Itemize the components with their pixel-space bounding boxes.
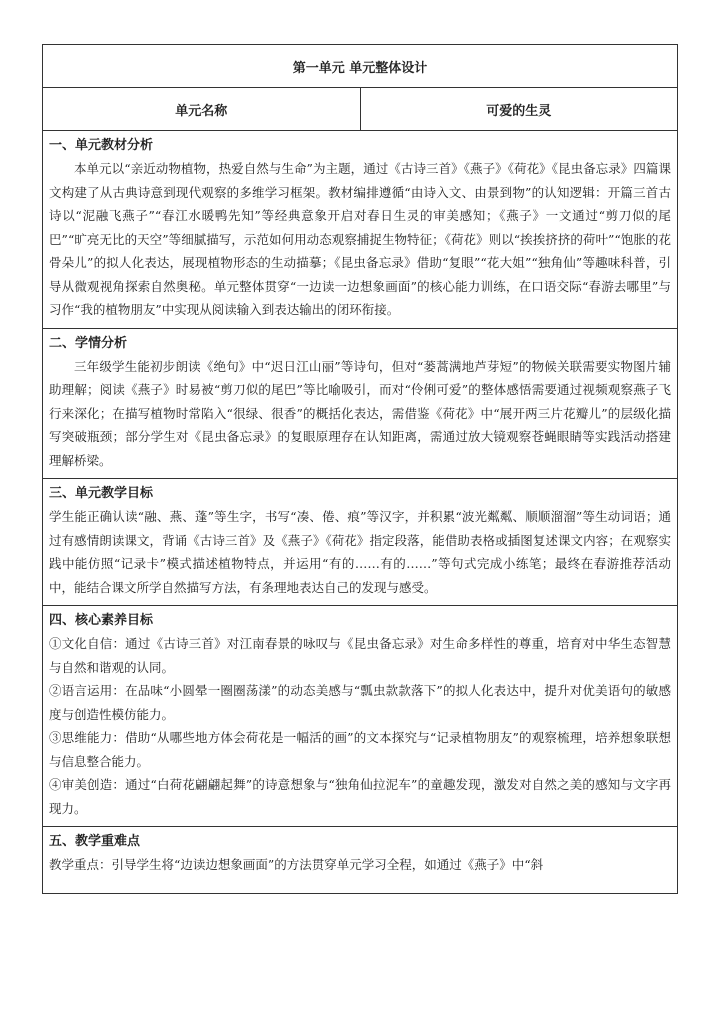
section-paragraph: 三年级学生能初步朗读《绝句》中“迟日江山丽”等诗句，但对“蒌蒿满地芦芽短”的物候关联需要实物图片辅助理解；阅读《燕子》时易被“剪刀似的尾巴”等比喻吸引，而对“伶俐可爱”的整体感悟需要通过视频观察燕子飞行来深化；在描写植物时常陷入“很绿、很香”的概括化表达，需借鉴《荷花》中“展开两三片花瓣儿”的层级化描写突破瓶颈；部分学生对《昆虫备忘录》的复眼原理存在认知距离，需通过放大镜观察苍蝇眼睛等实践活动搭建理解桥梁。 [49, 358, 671, 468]
unit-design-document [42, 44, 678, 894]
section-heading: 五、教学重难点 [49, 834, 141, 849]
section-core-literacy [43, 606, 678, 827]
section-heading: 二、学情分析 [49, 335, 128, 351]
section-paragraph: 本单元以“亲近动物植物，热爱自然与生命”为主题，通过《古诗三首》《燕子》《荷花》《昆虫备忘录》四篇课文构建了从古典诗意到现代观察的多维学习框架。教材编排遵循“由诗入文、由景到物”的认知逻辑：开篇三首古诗以“泥融飞燕子”“春江水暖鸭先知”等经典意象开启对春日生灵的审美感知；《燕子》一文通过“剪刀似的尾巴”“旷亮无比的天空”等细腻描写，示范如何用动态观察捕捉生物特征；《荷花》则以“挨挨挤挤的荷叶”“饱胀的花骨朵儿”的拟人化表达，展现植物形态的生动描摹；《昆虫备忘录》借助“复眼”“花大姐”“独角仙”等趣味科普，引导从微观视角探索自然奥秘。单元整体贯穿“一边读一边想象画面”的核心能力训练，在口语交际“春游去哪里”与习作“我的植物朋友”中实现从阅读输入到表达输出的闭环衔接。 [49, 161, 671, 317]
literacy-item-thinking: ③思维能力：借助“从哪些地方体会荷花是一幅活的画”的文本探究与“记录植物朋友”的观察梳理，培养想象联想与信息整合能力。 [49, 730, 671, 769]
literacy-item-aesthetic: ④审美创造：通过“白荷花翩翩起舞”的诗意想象与“独角仙拉泥车”的童趣发现，激发对自然之美的感知与文字再现力。 [49, 777, 671, 816]
section-teaching-goals [43, 479, 678, 606]
section-heading: 一、单元教材分析 [49, 138, 154, 153]
unit-design-table [42, 44, 678, 894]
literacy-item-culture: ①文化自信：通过《古诗三首》对江南春景的咏叹与《昆虫备忘录》对生命多样性的尊重，培育对中华生态智慧与自然和谐观的认同。 [49, 636, 671, 675]
section-paragraph: 学生能正确认读“融、燕、蓬”等生字，书写“凑、倦、痕”等汉字，并积累“波光粼粼、顺顺溜溜”等生动词语；通过有感情朗读课文，背诵《古诗三首》及《燕子》《荷花》指定段落，能借助表格或插图复述课文内容；在观察实践中能仿照“记录卡”模式描述植物特点，并运用“有的……有的……”等句式完成小练笔；最终在春游推荐活动中，能结合课文所学自然描写方法，有条理地表达自己的发现与感受。 [49, 509, 671, 595]
section-heading: 四、核心素养目标 [49, 613, 154, 628]
truncated-content [49, 853, 671, 887]
unit-name-label: 单元名称 [43, 88, 361, 131]
section-heading: 三、单元教学目标 [49, 486, 154, 501]
section-key-difficulties [43, 827, 678, 894]
literacy-item-language: ②语言运用：在品味“小圆晕一圈圈荡漾”的动态美感与“瓢虫款款落下”的拟人化表达中，提升对优美语句的敏感度与创造性模仿能力。 [49, 683, 671, 722]
unit-name-value: 可爱的生灵 [360, 88, 678, 131]
section-textbook-analysis [43, 131, 678, 329]
document-title: 第一单元 单元整体设计 [43, 45, 678, 88]
section-learner-analysis [43, 328, 678, 479]
section-paragraph: 教学重点：引导学生将“边读边想象画面”的方法贯穿单元学习全程，如通过《燕子》中“斜 [49, 857, 544, 872]
